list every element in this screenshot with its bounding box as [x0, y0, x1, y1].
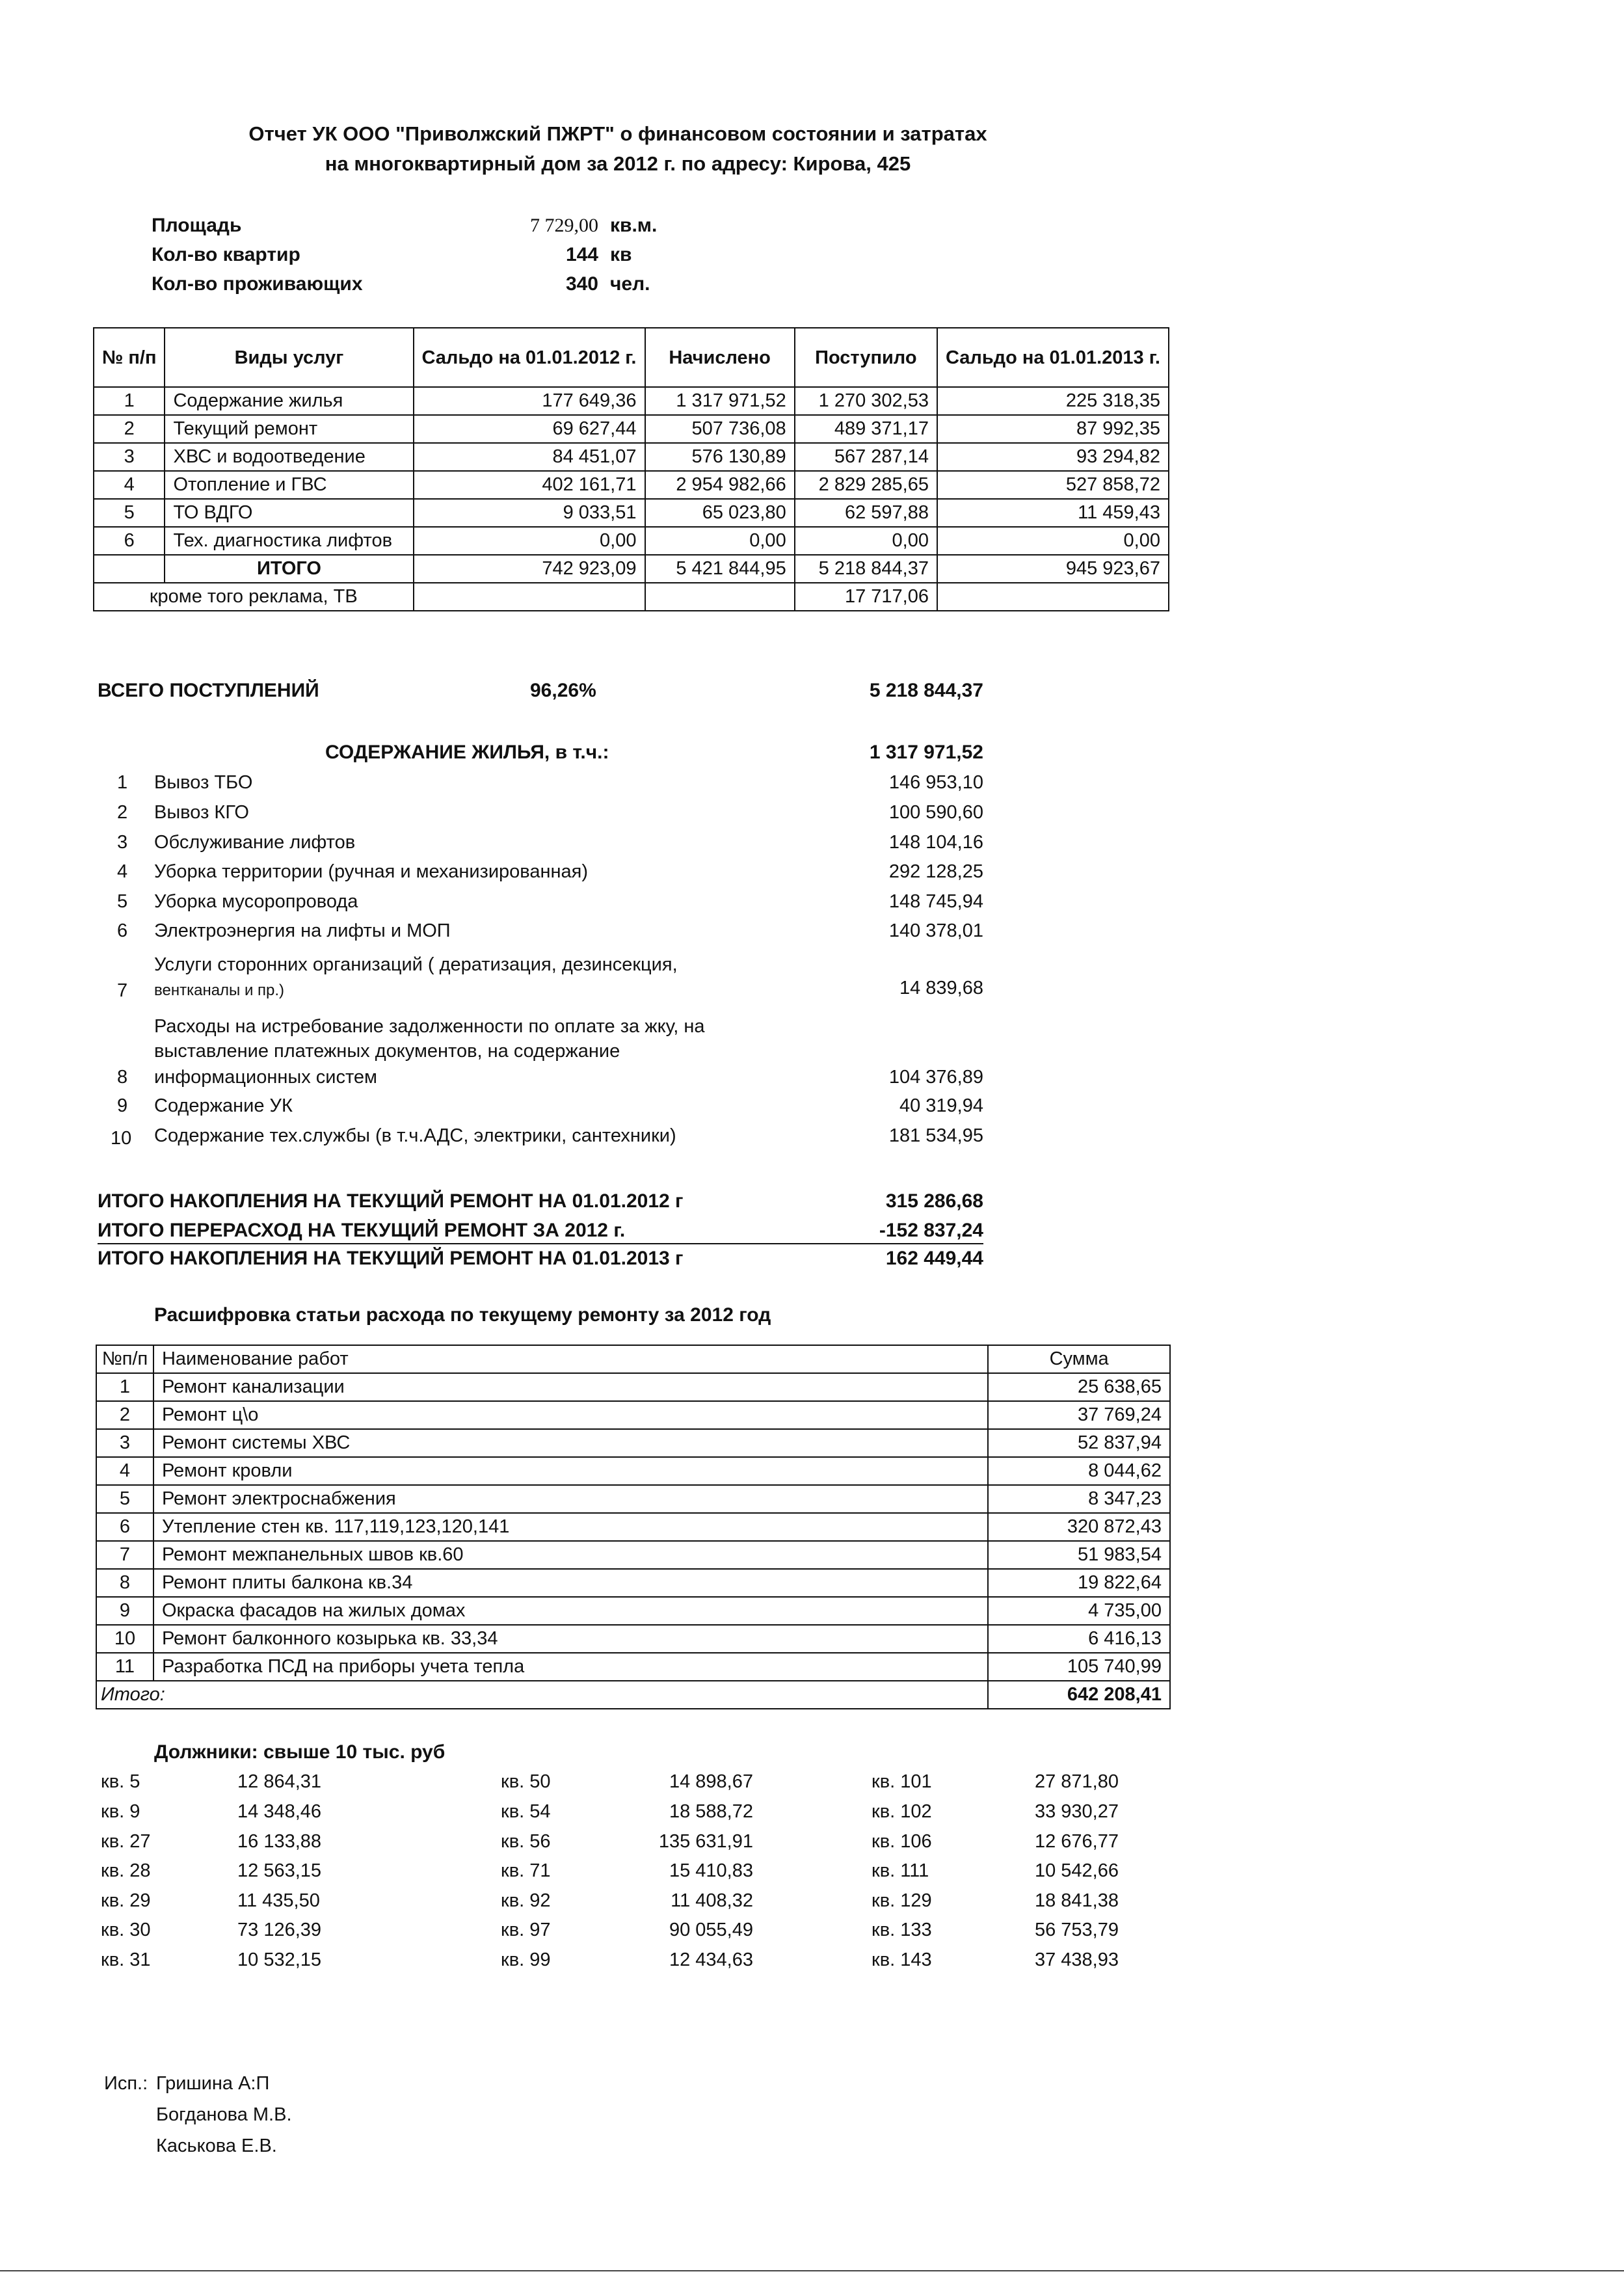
maintenance-item-8-name-line-1: Расходы на истребование задолженности по оплате за жку, на [154, 1016, 705, 1037]
info-area-label: Площадь [152, 215, 242, 236]
balance-start: 69 627,44 [414, 415, 645, 443]
row-number: 4 [96, 1457, 153, 1485]
table-row [96, 1625, 1170, 1653]
charged: 576 130,89 [645, 443, 795, 471]
header-service-type: Виды услуг [165, 328, 413, 387]
charged: 0,00 [645, 527, 795, 555]
work-name: Ремонт балконного козырька кв. 33,34 [153, 1625, 988, 1653]
debtor-amount: 18 588,72 [669, 1801, 753, 1822]
table-row [94, 415, 1169, 443]
service-name: Тех. диагностика лифтов [165, 527, 413, 555]
work-sum: 4 735,00 [988, 1597, 1170, 1625]
service-name: Содержание жилья [165, 387, 413, 415]
maintenance-item-1-amount: 146 953,10 [888, 772, 983, 793]
work-name: Ремонт электроснабжения [153, 1485, 988, 1513]
maintenance-item-4-name: Уборка территории (ручная и механизированная) [154, 861, 589, 882]
info-apartments-value: 144 [565, 244, 598, 265]
work-sum: 52 837,94 [988, 1429, 1170, 1457]
work-name: Ремонт кровли [153, 1457, 988, 1485]
repair-accumulated-2012-label: ИТОГО НАКОПЛЕНИЯ НА ТЕКУЩИЙ РЕМОНТ НА 01.01.2012 г [98, 1190, 684, 1212]
row-number: 3 [96, 1429, 153, 1457]
empty-cell [645, 583, 795, 611]
received: 2 829 285,65 [795, 471, 937, 499]
table-row [96, 1541, 1170, 1569]
maintenance-item-2-number: 2 [117, 802, 128, 823]
received: 489 371,17 [795, 415, 937, 443]
empty-cell [414, 583, 645, 611]
work-sum: 25 638,65 [988, 1373, 1170, 1401]
work-sum: 320 872,43 [988, 1513, 1170, 1541]
maintenance-item-7-name-line-1: Услуги сторонних организаций ( дератизация, дезинсекция, [154, 954, 678, 975]
balance-start: 84 451,07 [414, 443, 645, 471]
repair-overspend-2012-label: ИТОГО ПЕРЕРАСХОД НА ТЕКУЩИЙ РЕМОНТ ЗА 2012 г. [98, 1220, 626, 1241]
maintenance-total: 1 317 971,52 [869, 742, 983, 763]
debtor-amount: 90 055,49 [669, 1920, 753, 1940]
services-extra-row [94, 583, 1169, 611]
debtor-amount: 14 898,67 [669, 1771, 753, 1792]
debtor-amount: 27 871,80 [1034, 1771, 1119, 1792]
maintenance-item-7-number: 7 [117, 980, 128, 1001]
maintenance-item-9-name: Содержание УК [154, 1095, 293, 1116]
header-number: №п/п [96, 1345, 153, 1373]
debtor-apartment: кв. 5 [101, 1771, 140, 1792]
row-number: 5 [96, 1485, 153, 1513]
debtor-amount: 11 435,50 [237, 1890, 320, 1911]
info-area-unit: кв.м. [610, 215, 658, 236]
table-row [94, 387, 1169, 415]
table-row [96, 1373, 1170, 1401]
header-number: № п/п [94, 328, 165, 387]
debtor-apartment: кв. 111 [872, 1860, 929, 1881]
summary-divider [98, 1243, 983, 1244]
debtor-amount: 12 563,15 [237, 1860, 322, 1881]
maintenance-item-5-number: 5 [117, 891, 128, 912]
balance-end: 527 858,72 [937, 471, 1169, 499]
header-balance-2012: Сальдо на 01.01.2012 г. [414, 328, 645, 387]
signature-name: Каськова Е.В. [156, 2135, 277, 2156]
debtor-amount: 73 126,39 [237, 1920, 322, 1940]
debtor-apartment: кв. 29 [101, 1890, 151, 1911]
maintenance-item-10-name: Содержание тех.службы (в т.ч.АДС, электрики, сантехники) [154, 1125, 676, 1146]
maintenance-item-3-name: Обслуживание лифтов [154, 832, 356, 853]
debtors-heading: Должники: свыше 10 тыс. руб [154, 1741, 446, 1763]
table-row [96, 1653, 1170, 1681]
row-number: 1 [96, 1373, 153, 1401]
row-number: 3 [94, 443, 165, 471]
balance-end: 87 992,35 [937, 415, 1169, 443]
debtor-amount: 11 408,32 [671, 1890, 753, 1911]
report-title-line-2: на многоквартирный дом за 2012 г. по адресу: Кирова, 425 [325, 152, 911, 175]
table-row [96, 1401, 1170, 1429]
report-title-line-1: Отчет УК ООО "Приволжский ПЖРТ" о финансовом состоянии и затратах [248, 122, 987, 145]
maintenance-item-9-number: 9 [117, 1095, 128, 1116]
work-sum: 105 740,99 [988, 1653, 1170, 1681]
maintenance-item-10-amount: 181 534,95 [888, 1125, 983, 1146]
work-name: Разработка ПСД на приборы учета тепла [153, 1653, 988, 1681]
repairs-table [96, 1345, 1171, 1709]
repair-accumulated-2012-amount: 315 286,68 [885, 1190, 983, 1212]
total-receipts-amount: 5 218 844,37 [869, 680, 983, 701]
row-number: 6 [96, 1513, 153, 1541]
maintenance-item-5-name: Уборка мусоропровода [154, 891, 358, 912]
maintenance-heading: СОДЕРЖАНИЕ ЖИЛЬЯ, в т.ч.: [325, 742, 609, 763]
row-number: 8 [96, 1569, 153, 1597]
balance-start: 9 033,51 [414, 499, 645, 527]
row-number: 2 [96, 1401, 153, 1429]
table-row [96, 1485, 1170, 1513]
debtor-apartment: кв. 56 [501, 1831, 551, 1852]
extra-label: кроме того реклама, ТВ [94, 583, 414, 611]
work-sum: 51 983,54 [988, 1541, 1170, 1569]
work-sum: 37 769,24 [988, 1401, 1170, 1429]
repairs-header-row [96, 1345, 1170, 1373]
debtor-apartment: кв. 102 [872, 1801, 932, 1822]
debtor-apartment: кв. 9 [101, 1801, 140, 1822]
service-name: Отопление и ГВС [165, 471, 413, 499]
debtor-apartment: кв. 50 [501, 1771, 551, 1792]
table-row [94, 527, 1169, 555]
debtor-apartment: кв. 133 [872, 1920, 932, 1940]
received: 0,00 [795, 527, 937, 555]
work-sum: 19 822,64 [988, 1569, 1170, 1597]
header-work-name: Наименование работ [153, 1345, 988, 1373]
work-name: Ремонт системы ХВС [153, 1429, 988, 1457]
balance-end: 11 459,43 [937, 499, 1169, 527]
signature-name: Богданова М.В. [156, 2104, 292, 2125]
row-number: 4 [94, 471, 165, 499]
charged: 1 317 971,52 [645, 387, 795, 415]
charged: 507 736,08 [645, 415, 795, 443]
maintenance-item-5-amount: 148 745,94 [888, 891, 983, 912]
maintenance-item-1-number: 1 [117, 772, 128, 793]
debtor-amount: 12 864,31 [237, 1771, 322, 1792]
maintenance-item-2-amount: 100 590,60 [888, 802, 983, 823]
row-number: 10 [96, 1625, 153, 1653]
work-name: Утепление стен кв. 117,119,123,120,141 [153, 1513, 988, 1541]
work-sum: 6 416,13 [988, 1625, 1170, 1653]
info-residents-unit: чел. [610, 273, 650, 295]
maintenance-item-3-number: 3 [117, 832, 128, 853]
debtor-apartment: кв. 54 [501, 1801, 551, 1822]
debtor-apartment: кв. 143 [872, 1949, 932, 1970]
table-row [94, 443, 1169, 471]
total-balance-start: 742 923,09 [414, 555, 645, 583]
maintenance-item-4-amount: 292 128,25 [888, 861, 983, 882]
total-received: 5 218 844,37 [795, 555, 937, 583]
maintenance-item-8-name-line-2: выставление платежных документов, на содержание [154, 1041, 620, 1062]
info-area-value: 7 729,00 [530, 215, 598, 236]
header-charged: Начислено [645, 328, 795, 387]
page-bottom-border [0, 2270, 1624, 2271]
services-total-row [94, 555, 1169, 583]
debtor-apartment: кв. 106 [872, 1831, 932, 1852]
debtor-apartment: кв. 101 [872, 1771, 932, 1792]
maintenance-item-2-name: Вывоз КГО [154, 802, 249, 823]
balance-start: 0,00 [414, 527, 645, 555]
balance-end: 93 294,82 [937, 443, 1169, 471]
debtor-amount: 135 631,91 [658, 1831, 753, 1852]
work-sum: 8 347,23 [988, 1485, 1170, 1513]
maintenance-item-1-name: Вывоз ТБО [154, 772, 253, 793]
maintenance-item-8-number: 8 [117, 1067, 128, 1088]
empty-cell [94, 555, 165, 583]
maintenance-item-4-number: 4 [117, 861, 128, 882]
total-balance-end: 945 923,67 [937, 555, 1169, 583]
table-row [96, 1429, 1170, 1457]
work-name: Ремонт ц\о [153, 1401, 988, 1429]
debtor-amount: 37 438,93 [1034, 1949, 1119, 1970]
received: 567 287,14 [795, 443, 937, 471]
charged: 65 023,80 [645, 499, 795, 527]
info-apartments-label: Кол-во квартир [152, 244, 300, 265]
signature-name: Гришина А:П [156, 2073, 270, 2094]
table-row [94, 471, 1169, 499]
table-row [96, 1597, 1170, 1625]
total-charged: 5 421 844,95 [645, 555, 795, 583]
extra-received: 17 717,06 [795, 583, 937, 611]
maintenance-item-3-amount: 148 104,16 [888, 832, 983, 853]
work-name: Ремонт межпанельных швов кв.60 [153, 1541, 988, 1569]
service-name: Текущий ремонт [165, 415, 413, 443]
debtor-apartment: кв. 30 [101, 1920, 151, 1940]
maintenance-item-6-amount: 140 378,01 [888, 920, 983, 941]
debtor-amount: 56 753,79 [1034, 1920, 1119, 1940]
received: 62 597,88 [795, 499, 937, 527]
work-sum: 8 044,62 [988, 1457, 1170, 1485]
maintenance-item-6-name: Электроэнергия на лифты и МОП [154, 920, 451, 941]
debtor-amount: 18 841,38 [1034, 1890, 1119, 1911]
balance-end: 225 318,35 [937, 387, 1169, 415]
maintenance-item-8-amount: 104 376,89 [888, 1067, 983, 1088]
info-residents-label: Кол-во проживающих [152, 273, 363, 295]
header-sum: Сумма [988, 1345, 1170, 1373]
received: 1 270 302,53 [795, 387, 937, 415]
services-header-row [94, 328, 1169, 387]
row-number: 1 [94, 387, 165, 415]
debtor-amount: 14 348,46 [237, 1801, 322, 1822]
balance-end: 0,00 [937, 527, 1169, 555]
total-receipts-label: ВСЕГО ПОСТУПЛЕНИЙ [98, 680, 319, 701]
row-number: 11 [96, 1653, 153, 1681]
work-name: Окраска фасадов на жилых домах [153, 1597, 988, 1625]
balance-start: 402 161,71 [414, 471, 645, 499]
row-number: 2 [94, 415, 165, 443]
header-received: Поступило [795, 328, 937, 387]
total-receipts-percent: 96,26% [530, 680, 596, 701]
empty-cell [937, 583, 1169, 611]
maintenance-item-10-number: 10 [111, 1128, 132, 1149]
debtor-apartment: кв. 27 [101, 1831, 151, 1852]
maintenance-item-9-amount: 40 319,94 [899, 1095, 983, 1116]
info-apartments-unit: кв [610, 244, 632, 265]
repairs-total-sum: 642 208,41 [988, 1681, 1170, 1709]
debtor-apartment: кв. 31 [101, 1949, 151, 1970]
debtor-apartment: кв. 71 [501, 1860, 551, 1881]
repairs-heading: Расшифровка статьи расхода по текущему ремонту за 2012 год [154, 1304, 771, 1326]
info-residents-value: 340 [565, 273, 598, 295]
work-name: Ремонт плиты балкона кв.34 [153, 1569, 988, 1597]
repair-accumulated-2013-label: ИТОГО НАКОПЛЕНИЯ НА ТЕКУЩИЙ РЕМОНТ НА 01.01.2013 г [98, 1248, 684, 1269]
row-number: 7 [96, 1541, 153, 1569]
maintenance-item-7-amount: 14 839,68 [899, 978, 983, 998]
debtor-apartment: кв. 99 [501, 1949, 551, 1970]
debtor-amount: 10 542,66 [1034, 1860, 1119, 1881]
header-balance-2013: Сальдо на 01.01.2013 г. [937, 328, 1169, 387]
repair-accumulated-2013-amount: 162 449,44 [885, 1248, 983, 1269]
debtor-apartment: кв. 28 [101, 1860, 151, 1881]
debtor-amount: 33 930,27 [1034, 1801, 1119, 1822]
signatures-prefix: Исп.: [104, 2073, 148, 2094]
debtor-apartment: кв. 92 [501, 1890, 551, 1911]
maintenance-item-7-name-line-2: вентканалы и пр.) [154, 982, 285, 999]
table-row [96, 1513, 1170, 1541]
service-name: ХВС и водоотведение [165, 443, 413, 471]
repairs-total-row [96, 1681, 1170, 1709]
work-name: Ремонт канализации [153, 1373, 988, 1401]
debtor-amount: 16 133,88 [237, 1831, 322, 1852]
row-number: 6 [94, 527, 165, 555]
debtor-apartment: кв. 129 [872, 1890, 932, 1911]
charged: 2 954 982,66 [645, 471, 795, 499]
maintenance-item-8-name-line-3: информационных систем [154, 1067, 377, 1088]
services-table [93, 327, 1169, 611]
table-row [96, 1569, 1170, 1597]
table-row [94, 499, 1169, 527]
row-number: 9 [96, 1597, 153, 1625]
balance-start: 177 649,36 [414, 387, 645, 415]
debtor-amount: 12 434,63 [669, 1949, 753, 1970]
repair-overspend-2012-amount: -152 837,24 [879, 1220, 983, 1241]
service-name: ТО ВДГО [165, 499, 413, 527]
row-number: 5 [94, 499, 165, 527]
total-label: ИТОГО [165, 555, 413, 583]
repairs-total-label: Итого: [96, 1681, 988, 1709]
debtor-amount: 15 410,83 [669, 1860, 753, 1881]
table-row [96, 1457, 1170, 1485]
maintenance-item-6-number: 6 [117, 920, 128, 941]
debtor-amount: 10 532,15 [237, 1949, 322, 1970]
debtor-amount: 12 676,77 [1034, 1831, 1119, 1852]
debtor-apartment: кв. 97 [501, 1920, 551, 1940]
